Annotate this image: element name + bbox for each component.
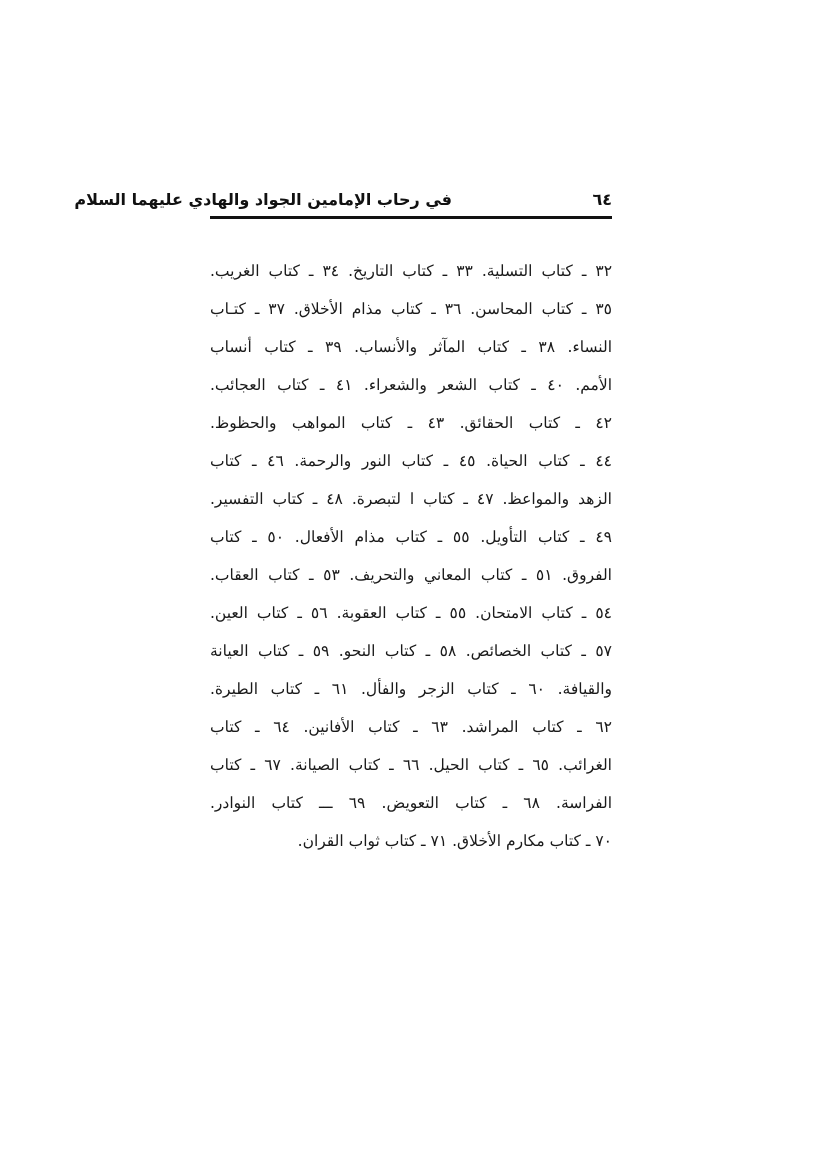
text-line: الأمم. ٤٠ ـ كتاب الشعر والشعراء. ٤١ ـ كتاب العجائب. bbox=[210, 376, 612, 394]
text-line: ٣٥ ـ كتاب المحاسن. ٣٦ ـ كتاب مذام الأخلاق. ٣٧ ـ كتـاب bbox=[210, 300, 612, 318]
page-header bbox=[74, 186, 612, 216]
text-line: ٣٢ ـ كتاب التسلية. ٣٣ ـ كتاب التاريخ. ٣٤ ـ كتاب الغريب. bbox=[210, 262, 612, 280]
text-line: الفروق. ٥١ ـ كتاب المعاني والتحريف. ٥٣ ـ كتاب العقاب. bbox=[210, 566, 612, 584]
text-line: ٤٩ ـ كتاب التأويل. ٥٥ ـ كتاب مذام الأفعال. ٥٠ ـ كتاب bbox=[210, 528, 612, 546]
header-divider bbox=[210, 216, 612, 219]
running-title: في رحاب الإمامين الجواد والهادي عليهما السلام bbox=[74, 190, 452, 209]
page-number: ٦٤ bbox=[592, 190, 612, 209]
text-line: ٦٢ ـ كتاب المراشد. ٦٣ ـ كتاب الأفانين. ٦٤ ـ كتاب bbox=[210, 718, 612, 736]
text-line: الفراسة. ٦٨ ـ كتاب التعويض. ٦٩ ـــ كتاب النوادر. bbox=[210, 794, 612, 812]
text-line: ٧٠ ـ كتاب مكارم الأخلاق. ٧١ ـ كتاب ثواب القران. bbox=[297, 832, 612, 850]
text-line: النساء. ٣٨ ـ كتاب المآثر والأنساب. ٣٩ ـ كتاب أنساب bbox=[210, 338, 612, 356]
text-line: الزهد والمواعظ. ٤٧ ـ كتاب ا لتبصرة. ٤٨ ـ كتاب التفسير. bbox=[210, 490, 612, 508]
text-line: الغرائب. ٦٥ ـ كتاب الحيل. ٦٦ ـ كتاب الصيانة. ٦٧ ـ كتاب bbox=[210, 756, 612, 774]
text-line: ٥٧ ـ كتاب الخصائص. ٥٨ ـ كتاب النحو. ٥٩ ـ كتاب العيانة bbox=[210, 642, 612, 660]
body-paragraph bbox=[210, 252, 612, 860]
text-line: ٤٢ ـ كتاب الحقائق. ٤٣ ـ كتاب المواهب والحظوظ. bbox=[210, 414, 612, 432]
text-line: والقيافة. ٦٠ ـ كتاب الزجر والفأل. ٦١ ـ كتاب الطيرة. bbox=[210, 680, 612, 698]
text-line: ٤٤ ـ كتاب الحياة. ٤٥ ـ كتاب النور والرحمة. ٤٦ ـ كتاب bbox=[210, 452, 612, 470]
text-line: ٥٤ ـ كتاب الامتحان. ٥٥ ـ كتاب العقوبة. ٥٦ ـ كتاب العين. bbox=[210, 604, 612, 622]
